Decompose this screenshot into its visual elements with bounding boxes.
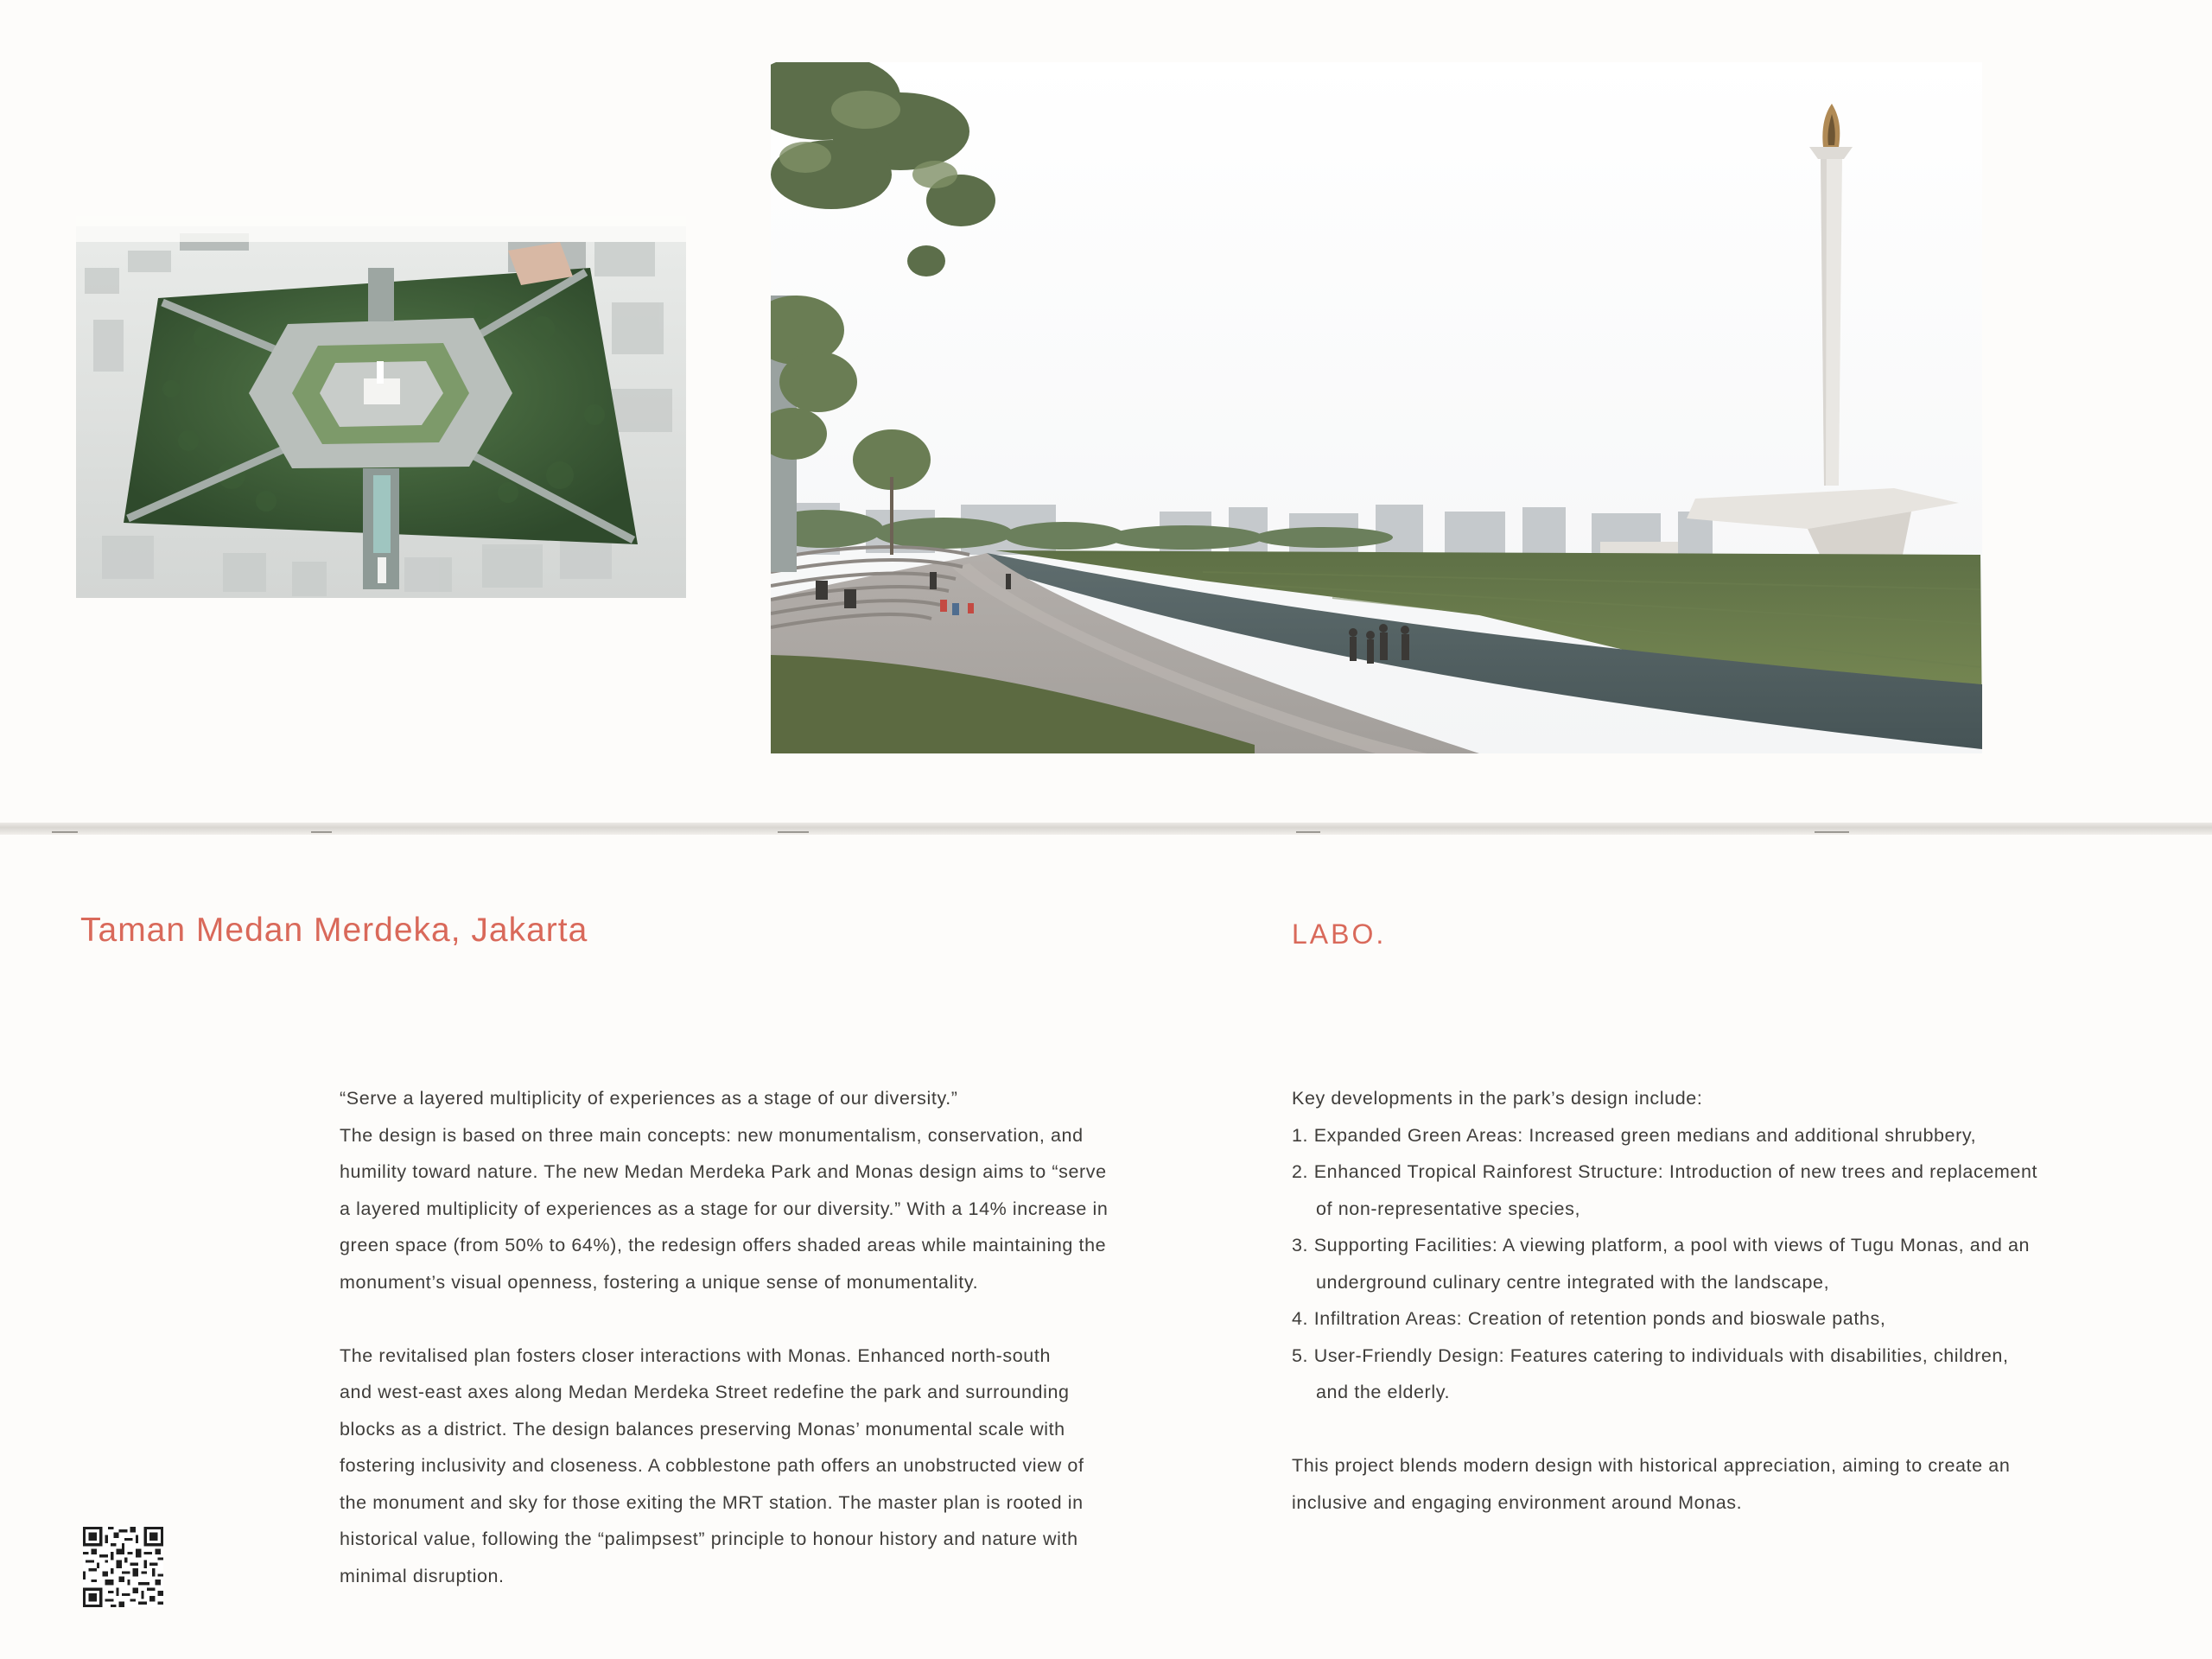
- list-item-continuation: of non-representative species,: [1316, 1198, 1581, 1219]
- qr-code-icon[interactable]: [83, 1527, 163, 1607]
- paragraph-line: fostering inclusivity and closeness. A cobblestone path offers an unobstructed view of: [340, 1455, 1084, 1476]
- fold-mark: [1815, 831, 1849, 833]
- list-intro: Key developments in the park’s design include:: [1292, 1088, 1703, 1109]
- paragraph-line: the monument and sky for those exiting the MRT station. The master plan is rooted in: [340, 1491, 1084, 1513]
- fold-mark: [778, 831, 809, 833]
- project-description-column: [340, 1080, 1109, 1594]
- page-fold-divider: [0, 823, 2212, 835]
- paragraph-line: and west-east axes along Medan Merdeka Street redefine the park and surrounding: [340, 1382, 1070, 1402]
- paragraph-line: minimal disruption.: [340, 1565, 505, 1586]
- key-developments-column: [1292, 1080, 2037, 1521]
- fold-mark: [52, 831, 78, 833]
- aerial-site-plan-image: [76, 216, 686, 613]
- list-item-continuation: and the elderly.: [1316, 1382, 1451, 1402]
- closing-line: inclusive and engaging environment around Monas.: [1292, 1491, 1743, 1513]
- list-item: 2. Enhanced Tropical Rainforest Structure: Introduction of new trees and replacement: [1292, 1161, 2038, 1182]
- page-title: Taman Medan Merdeka, Jakarta: [80, 912, 588, 949]
- closing-line: This project blends modern design with historical appreciation, aiming to create an: [1292, 1455, 2011, 1476]
- list-item: 3. Supporting Facilities: A viewing platform, a pool with views of Tugu Monas, and an: [1292, 1235, 2031, 1255]
- fold-mark: [311, 831, 332, 833]
- paragraph-line: monument’s visual openness, fostering a unique sense of monumentality.: [340, 1271, 979, 1293]
- project-quote: “Serve a layered multiplicity of experiences as a stage of our diversity.”: [340, 1088, 958, 1109]
- list-item: 1. Expanded Green Areas: Increased green medians and additional shrubbery,: [1292, 1124, 1977, 1146]
- paragraph-line: The revitalised plan fosters closer interactions with Monas. Enhanced north-south: [340, 1344, 1051, 1366]
- paragraph-line: a layered multiplicity of experiences as a stage for our diversity.” With a 14% increase in: [340, 1198, 1109, 1219]
- paragraph-line: blocks as a district. The design balances preserving Monas’ monumental scale with: [340, 1418, 1065, 1440]
- paragraph-line: historical value, following the “palimpsest” principle to honour history and nature with: [340, 1529, 1078, 1549]
- fold-mark: [1296, 831, 1320, 833]
- paragraph-line: humility toward nature. The new Medan Merdeka Park and Monas design aims to “serve: [340, 1161, 1107, 1182]
- paragraph-line: The design is based on three main concepts: new monumentalism, conservation, and: [340, 1124, 1084, 1146]
- firm-name: LABO.: [1292, 918, 1387, 950]
- list-item: 5. User-Friendly Design: Features catering to individuals with disabilities, children,: [1292, 1344, 2009, 1366]
- list-item-continuation: underground culinary centre integrated with the landscape,: [1316, 1271, 1830, 1293]
- monas-park-perspective-render: [771, 62, 1982, 753]
- list-item: 4. Infiltration Areas: Creation of retention ponds and bioswale paths,: [1292, 1308, 1886, 1329]
- paragraph-line: green space (from 50% to 64%), the redesign offers shaded areas while maintaining the: [340, 1235, 1107, 1255]
